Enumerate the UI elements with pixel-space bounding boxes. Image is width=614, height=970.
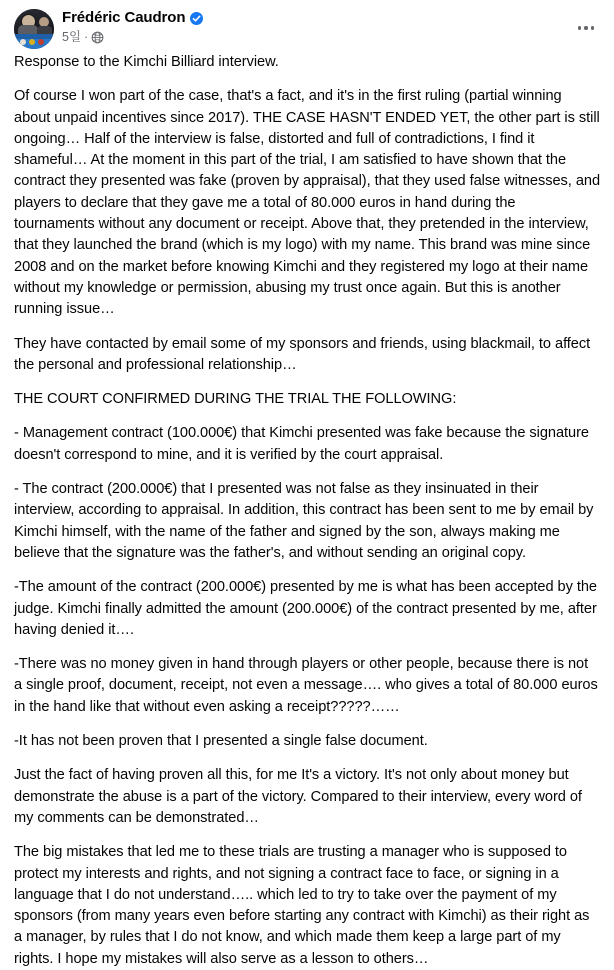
avatar[interactable] — [14, 9, 54, 49]
avatar-ball-red-icon — [38, 39, 44, 45]
avatar-ball-white-icon — [20, 39, 26, 45]
globe-icon[interactable] — [91, 31, 104, 44]
post-paragraph: Response to the Kimchi Billiard interview. — [14, 54, 279, 70]
post-header — [0, 0, 614, 48]
avatar-ball-yellow-icon — [29, 39, 35, 45]
ellipsis-horizontal-icon — [578, 26, 595, 30]
meta-separator: · — [84, 30, 89, 44]
post-paragraph: They have contacted by email some of my sponsors and friends, using blackmail, to affect the personal and professional relationship… — [14, 335, 591, 373]
post-paragraph: -There was no money given in hand through players or other people, because there is not a single proof, document, receipt, not even a message…. who gives a total of 80.000 euros in the hand like that without even asking a receipt?????…… — [14, 656, 598, 715]
post-header-text — [62, 8, 203, 45]
post-paragraph: - The contract (200.000€) that I presented was not false as they insinuated in their interview, according to appraisal. In addition, this contract has been sent to me by email by Kimchi himself, with the name of the father and signed by the son, always making me believe that the signature was the father's, and without sending an original copy. — [14, 481, 594, 561]
post-paragraph: The big mistakes that led me to these trials are trusting a manager who is supposed to protect my interests and rights, and not signing a contract face to face, or signing in a language that I do not understand….. which led to try to take over the payment of my sponsors (from many years even before starting any contract with Kimchi) as their right as a manager, by rules that I do not know, and which made them keep a large part of my rights. I hope my mistakes will also serve as a lesson to others… — [14, 844, 590, 967]
post-paragraph: -The amount of the contract (200.000€) presented by me is what has been accepted by the judge. Kimchi finally admitted the amount (200.000€) of the contract presented by me, after having denied it…. — [14, 579, 597, 638]
post-timestamp[interactable]: 5일 — [62, 30, 82, 44]
post-options-button[interactable] — [570, 12, 602, 44]
verified-check-icon — [190, 12, 203, 25]
post-paragraph: THE COURT CONFIRMED DURING THE TRIAL THE FOLLOWING: — [14, 391, 457, 408]
post-meta-row — [62, 29, 203, 45]
post-paragraph: -It has not been proven that I presented a single false document. — [14, 733, 428, 750]
post-paragraph: Just the fact of having proven all this, for me It's a victory. It's not only about money but demonstrate the abuse is a part of the victory. Compared to their interview, every word of my comments can be demonstrated… — [14, 767, 582, 826]
author-row — [62, 9, 203, 27]
post-message-body — [0, 48, 614, 970]
post-paragraph: - Management contract (100.000€) that Kimchi presented was fake because the signature doesn't correspond to mine, and it is verified by the court appraisal. — [14, 425, 589, 463]
author-name[interactable]: Frédéric Caudron — [62, 9, 186, 26]
post-paragraph: Of course I won part of the case, that's a fact, and it's in the first ruling (partial winning about unpaid incentives since 2017). THE CASE HASN'T ENDED YET, the other part is still ongoing… Half of the interview is false, distorted and full of contradictions, I find it shameful… At the moment in this part of the trial, I am satisfied to have shown that the contract they presented was fake (proven by appraisal), that they used false witnesses, and players to declare that they gave me a total of 80.000 euros in hand during the tournaments without any document or receipt. Above that, they pretended in the interview, that they launched the brand (which is my logo) with my name. This brand was mine since 2008 and on the market before knowing Kimchi and they registered my logo at their name without my knowledge or permission, abusing my trust once again. But this is another running issue… — [14, 88, 601, 318]
